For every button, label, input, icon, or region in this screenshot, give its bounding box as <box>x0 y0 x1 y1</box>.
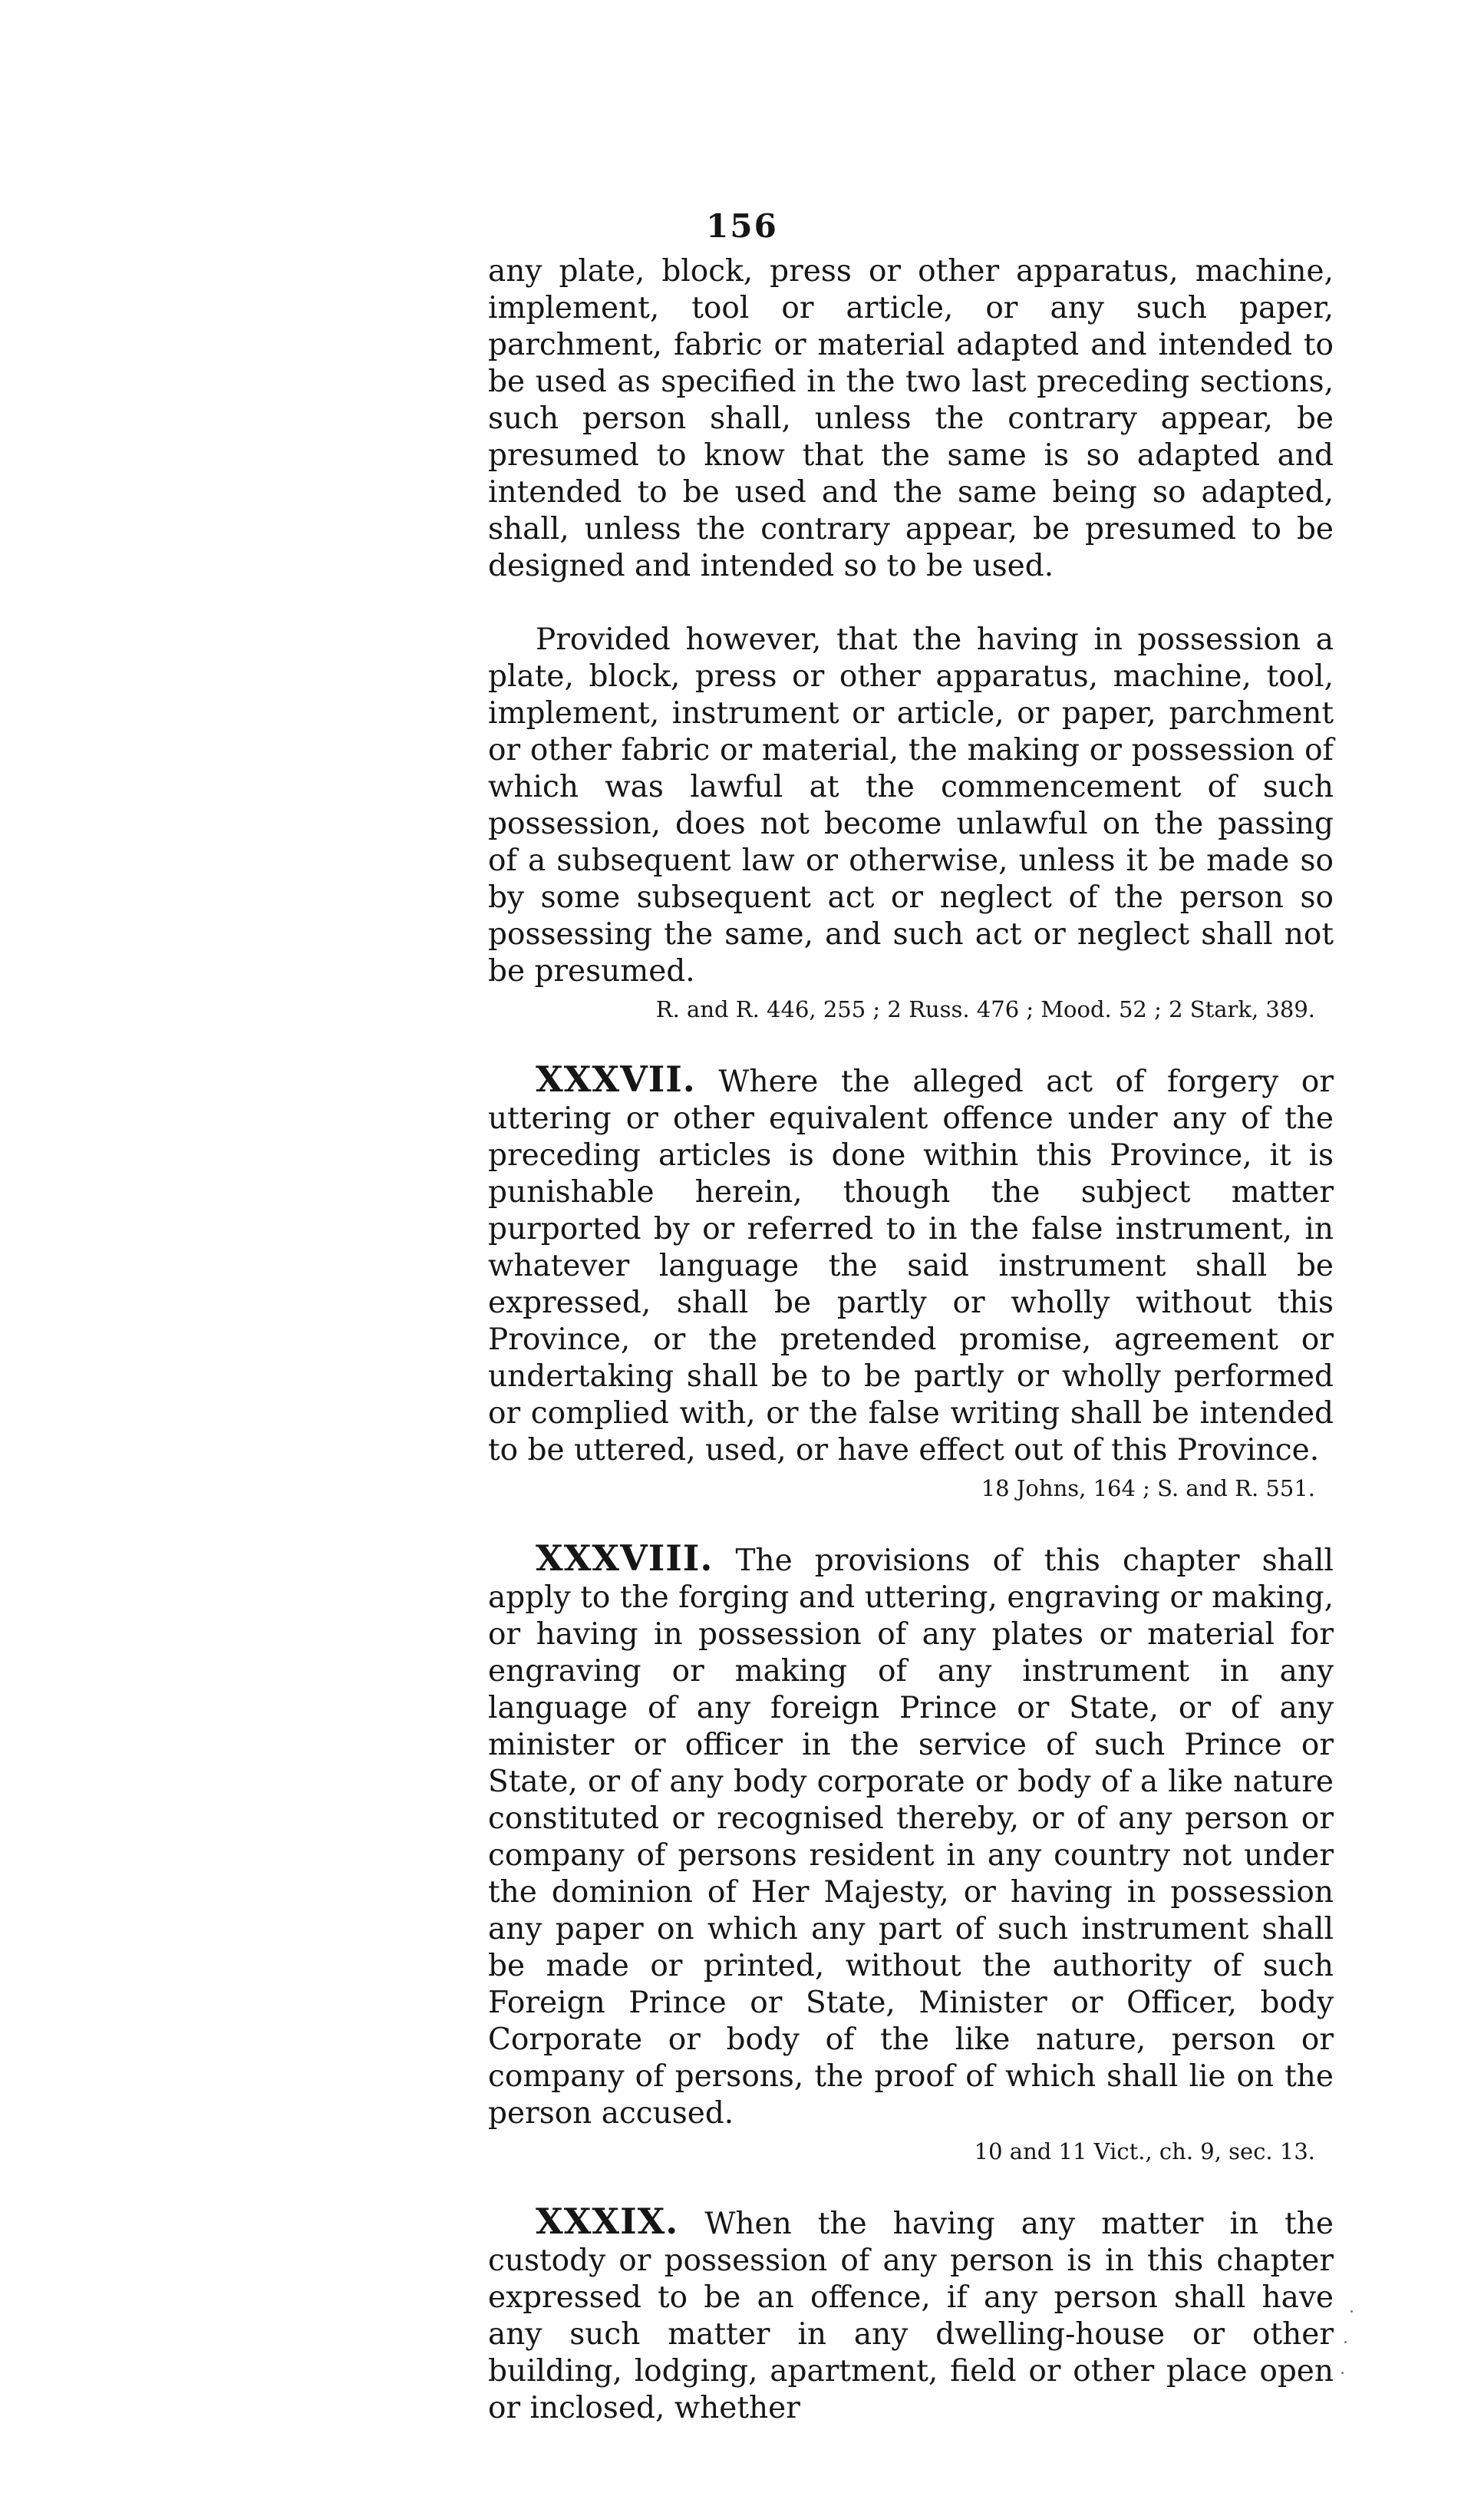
section-37 <box>488 1058 1334 1503</box>
section-37-citation: 18 Johns, 164 ; S. and R. 551. <box>981 1475 1315 1501</box>
section-39-paragraph <box>488 2203 1334 2427</box>
section-38-paragraph <box>488 1537 1334 2132</box>
paragraph-proviso: Provided however, that the having in possession a plate, block, press or other apparatus, machine, tool, implement, instrument or article, or paper, parchment or other fabric or material, the making or possession of which was lawful at the commencement of such possession, does not become unlawful on the passing of a subsequent law or otherwise, unless it be made so by some subsequent act or neglect of the person so possessing the same, and such act or neglect shall not be presumed. <box>488 622 1334 989</box>
page-number: 156 <box>706 207 778 245</box>
section-38-text: The provisions of this chapter shall apply to the forging and uttering, engraving or making, or having in possession of any plates or material for engraving or making of any instrument in any language of any foreign Prince or State, or of any minister or officer in the service of such Prince or State, or of any body corporate or body of a like nature constituted or recognised thereby, or of any person or company of persons resident in any country not under the dominion of Her Majesty, or having in possession any paper on which any part of such instrument shall be made or printed, without the authority of such Foreign Prince or State, Minister or Officer, body Corporate or body of the like nature, person or company of persons, the proof of which shall lie on the person accused. <box>488 1543 1334 2131</box>
section-39-text: When the having any matter in the custody or possession of any person is in this chapter expressed to be an offence, if any person shall have any such matter in any dwelling-house or other building, lodging, apartment, field or other place open or inclosed, whether <box>488 2207 1334 2425</box>
proviso-block <box>488 622 1334 1024</box>
section-39-number: XXXIX. <box>536 2201 679 2242</box>
citation-proviso: R. and R. 446, 255 ; 2 Russ. 476 ; Mood. 52 ; 2 Stark, 389. <box>655 996 1315 1022</box>
scan-speck <box>1341 2372 1344 2374</box>
scan-speck <box>1350 2310 1353 2313</box>
section-38-citation: 10 and 11 Vict., ch. 9, sec. 13. <box>974 2138 1315 2164</box>
section-38 <box>488 1537 1334 2166</box>
section-37-text: Where the alleged act of forgery or uttering or other equivalent offence under any of the preceding articles is done within this Province, it is punishable herein, though the subject matter purported by or referred to in the false instrument, in whatever language the said instrument shall be expressed, shall be partly or wholly without this Province, or the pretended promise, agreement or undertaking shall be to be partly or wholly performed or complied with, or the false writing shall be intended to be uttered, used, or have effect out of this Province. <box>488 1065 1334 1468</box>
scan-speck <box>1344 2341 1347 2343</box>
section-39 <box>488 2203 1334 2427</box>
section-38-number: XXXVIII. <box>536 1537 714 1579</box>
section-37-paragraph <box>488 1058 1334 1469</box>
section-37-number: XXXVII. <box>536 1058 696 1100</box>
text-column <box>488 253 1334 2427</box>
paragraph-continuation: any plate, block, press or other apparatus, machine, implement, tool or article, or any such paper, parchment, fabric or material adapted and intended to be used as specified in the two last preceding sections, such person shall, unless the contrary appear, be presumed to know that the same is so adapted and intended to be used and the same being so adapted, shall, unless the contrary appear, be presumed to be designed and intended so to be used. <box>488 254 1334 583</box>
